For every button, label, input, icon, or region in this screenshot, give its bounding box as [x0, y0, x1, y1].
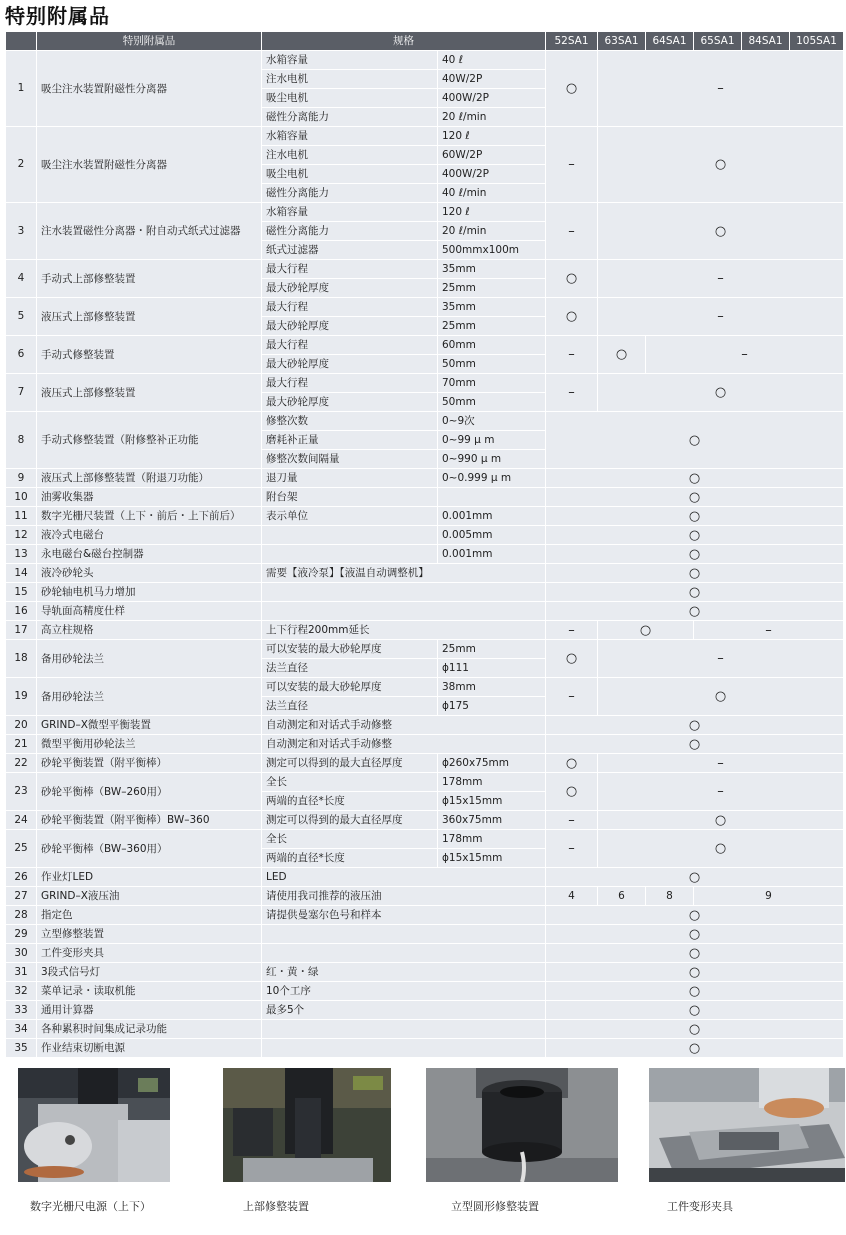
- available-mark: ○: [546, 51, 598, 127]
- item-name: 液压式上部修整装置: [37, 298, 262, 336]
- spec-label: 磁性分离能力: [262, 184, 438, 203]
- available-mark: ○: [546, 545, 844, 564]
- row-number: 8: [6, 412, 37, 469]
- row-number: 4: [6, 260, 37, 298]
- table-row: [6, 1020, 844, 1039]
- item-name: 高立柱规格: [37, 621, 262, 640]
- spec-value: ϕ175: [438, 697, 546, 716]
- spec-label: [262, 545, 438, 564]
- spec-text: 请使用我司推荐的液压油: [262, 887, 546, 906]
- not-available-mark: –: [598, 754, 844, 773]
- spec-text: LED: [262, 868, 546, 887]
- spec-text: [262, 1039, 546, 1058]
- header-model: 84SA1: [742, 32, 790, 51]
- row-number: 3: [6, 203, 37, 260]
- not-available-mark: –: [546, 830, 598, 868]
- available-mark: ○: [598, 336, 646, 374]
- spec-text: [262, 583, 546, 602]
- spec-text: 最多5个: [262, 1001, 546, 1020]
- available-mark: ○: [598, 203, 844, 260]
- header-no: [6, 32, 37, 51]
- table-row: [6, 773, 844, 792]
- row-number: 29: [6, 925, 37, 944]
- spec-text: [262, 1020, 546, 1039]
- header-model: 52SA1: [546, 32, 598, 51]
- spec-value: 0~9次: [438, 412, 546, 431]
- table-row: [6, 678, 844, 697]
- spec-value: ϕ15x15mm: [438, 849, 546, 868]
- not-available-mark: –: [598, 773, 844, 811]
- table-row: [6, 640, 844, 659]
- row-number: 32: [6, 982, 37, 1001]
- spec-value: 500mmx100m: [438, 241, 546, 260]
- spec-value: 0~0.999 μ m: [438, 469, 546, 488]
- table-row: [6, 868, 844, 887]
- table-row: [6, 1039, 844, 1058]
- table-row: [6, 374, 844, 393]
- item-name: 注水装置磁性分离器・附自动式纸式过滤器: [37, 203, 262, 260]
- spec-text: 自动测定和对话式手动修整: [262, 735, 546, 754]
- photo-caption: 上部修整装置: [243, 1200, 309, 1213]
- table-row: [6, 564, 844, 583]
- spec-text: [262, 602, 546, 621]
- spec-label: 可以安装的最大砂轮厚度: [262, 678, 438, 697]
- spec-label: 磁性分离能力: [262, 222, 438, 241]
- not-available-mark: –: [546, 621, 598, 640]
- table-row: [6, 602, 844, 621]
- spec-label: 两端的直径*长度: [262, 849, 438, 868]
- spec-value: 0~99 μ m: [438, 431, 546, 450]
- spec-value: 25mm: [438, 279, 546, 298]
- spec-label: 水箱容量: [262, 203, 438, 222]
- available-mark: ○: [546, 298, 598, 336]
- item-name: 砂轮平衡棒（BW–260用）: [37, 773, 262, 811]
- spec-value: 40W/2P: [438, 70, 546, 89]
- item-name: 手动式修整装置（附修整补正功能: [37, 412, 262, 469]
- spec-label: 全长: [262, 830, 438, 849]
- spec-value: 25mm: [438, 640, 546, 659]
- spec-value: 70mm: [438, 374, 546, 393]
- available-mark: ○: [546, 526, 844, 545]
- available-mark: ○: [546, 412, 844, 469]
- item-name: 备用砂轮法兰: [37, 678, 262, 716]
- row-number: 13: [6, 545, 37, 564]
- spec-value: 38mm: [438, 678, 546, 697]
- item-name: 永电磁台&磁台控制器: [37, 545, 262, 564]
- item-name: 油雾收集器: [37, 488, 262, 507]
- spec-value: [438, 488, 546, 507]
- spec-value: 60W/2P: [438, 146, 546, 165]
- table-row: [6, 811, 844, 830]
- spec-label: 最大行程: [262, 260, 438, 279]
- spec-value: ϕ260x75mm: [438, 754, 546, 773]
- table-row: [6, 51, 844, 70]
- item-name: 立型修整装置: [37, 925, 262, 944]
- spec-label: 磁性分离能力: [262, 108, 438, 127]
- spec-label: 两端的直径*长度: [262, 792, 438, 811]
- item-name: 3段式信号灯: [37, 963, 262, 982]
- item-name: 菜单记录・读取机能: [37, 982, 262, 1001]
- header-model: 64SA1: [646, 32, 694, 51]
- photo-caption: 工件变形夹具: [667, 1200, 733, 1213]
- available-mark: ○: [546, 868, 844, 887]
- not-available-mark: –: [598, 640, 844, 678]
- row-number: 24: [6, 811, 37, 830]
- table-row: [6, 203, 844, 222]
- spec-value: 0~990 μ m: [438, 450, 546, 469]
- table-row: [6, 944, 844, 963]
- available-mark: ○: [546, 754, 598, 773]
- spec-text: 红・黄・绿: [262, 963, 546, 982]
- row-number: 19: [6, 678, 37, 716]
- spec-label: 吸尘电机: [262, 89, 438, 108]
- spec-value: 400W/2P: [438, 89, 546, 108]
- table-row: [6, 982, 844, 1001]
- row-number: 1: [6, 51, 37, 127]
- row-number: 25: [6, 830, 37, 868]
- not-available-mark: –: [646, 336, 844, 374]
- available-mark: ○: [546, 260, 598, 298]
- row-number: 31: [6, 963, 37, 982]
- table-row: [6, 507, 844, 526]
- item-name: 液冷砂轮头: [37, 564, 262, 583]
- table-row: [6, 887, 844, 906]
- available-mark: ○: [546, 773, 598, 811]
- table-row: [6, 830, 844, 849]
- available-mark: ○: [546, 1001, 844, 1020]
- spec-label: 测定可以得到的最大直径厚度: [262, 811, 438, 830]
- row-number: 18: [6, 640, 37, 678]
- spec-text: 需要【液冷泵】【液温自动调整机】: [262, 564, 546, 583]
- table-body: [6, 51, 844, 1058]
- row-number: 12: [6, 526, 37, 545]
- table-header-row: [6, 32, 844, 51]
- spec-text: [262, 925, 546, 944]
- spec-label: 最大砂轮厚度: [262, 279, 438, 298]
- spec-value: 50mm: [438, 393, 546, 412]
- row-number: 30: [6, 944, 37, 963]
- available-mark: ○: [598, 830, 844, 868]
- spec-value: 360x75mm: [438, 811, 546, 830]
- item-name: 手动式修整装置: [37, 336, 262, 374]
- spec-value: 178mm: [438, 773, 546, 792]
- row-number: 15: [6, 583, 37, 602]
- available-mark: ○: [546, 640, 598, 678]
- item-name: 砂轮平衡棒（BW–360用）: [37, 830, 262, 868]
- spec-label: 最大行程: [262, 336, 438, 355]
- spec-label: 最大行程: [262, 298, 438, 317]
- available-mark: ○: [546, 564, 844, 583]
- available-mark: ○: [598, 127, 844, 203]
- item-name: 手动式上部修整装置: [37, 260, 262, 298]
- available-mark: ○: [546, 906, 844, 925]
- spec-value: 20 ℓ/min: [438, 108, 546, 127]
- spec-label: 法兰直径: [262, 697, 438, 716]
- row-number: 23: [6, 773, 37, 811]
- table-row: [6, 469, 844, 488]
- spec-text: [262, 944, 546, 963]
- row-number: 28: [6, 906, 37, 925]
- item-name: 液压式上部修整装置（附退刀功能）: [37, 469, 262, 488]
- spec-value: 50mm: [438, 355, 546, 374]
- spec-label: [262, 526, 438, 545]
- table-row: [6, 583, 844, 602]
- photo-caption: 立型圆形修整装置: [451, 1200, 539, 1213]
- table-row: [6, 127, 844, 146]
- row-number: 17: [6, 621, 37, 640]
- not-available-mark: –: [546, 811, 598, 830]
- header-spec: 规格: [262, 32, 546, 51]
- spec-label: 最大砂轮厚度: [262, 317, 438, 336]
- not-available-mark: –: [598, 298, 844, 336]
- spec-label: 全长: [262, 773, 438, 792]
- spec-value: 20 ℓ/min: [438, 222, 546, 241]
- model-value: 9: [694, 887, 844, 906]
- table-row: [6, 963, 844, 982]
- row-number: 2: [6, 127, 37, 203]
- spec-value: ϕ15x15mm: [438, 792, 546, 811]
- item-name: 吸尘注水装置附磁性分离器: [37, 51, 262, 127]
- photo-vertical-dresser: [426, 1068, 618, 1182]
- item-name: 砂轮平衡装置（附平衡棒）: [37, 754, 262, 773]
- row-number: 16: [6, 602, 37, 621]
- spec-value: 35mm: [438, 298, 546, 317]
- spec-value: 0.001mm: [438, 545, 546, 564]
- table-row: [6, 925, 844, 944]
- spec-label: 最大行程: [262, 374, 438, 393]
- available-mark: ○: [598, 621, 694, 640]
- available-mark: ○: [598, 678, 844, 716]
- spec-value: 400W/2P: [438, 165, 546, 184]
- spec-label: 纸式过滤器: [262, 241, 438, 260]
- header-model: 65SA1: [694, 32, 742, 51]
- photo-digital-scale: [18, 1068, 170, 1182]
- not-available-mark: –: [546, 127, 598, 203]
- photo-top-dresser: [223, 1068, 391, 1182]
- row-number: 26: [6, 868, 37, 887]
- item-name: 工件变形夹具: [37, 944, 262, 963]
- item-name: 吸尘注水装置附磁性分离器: [37, 127, 262, 203]
- table-row: [6, 735, 844, 754]
- available-mark: ○: [546, 735, 844, 754]
- spec-label: 磨耗补正量: [262, 431, 438, 450]
- table-row: [6, 526, 844, 545]
- spec-text: 请提供曼塞尔色号和样本: [262, 906, 546, 925]
- table-row: [6, 621, 844, 640]
- not-available-mark: –: [546, 336, 598, 374]
- available-mark: ○: [598, 811, 844, 830]
- item-name: 微型平衡用砂轮法兰: [37, 735, 262, 754]
- available-mark: ○: [546, 1039, 844, 1058]
- item-name: 各种累积时间集成记录功能: [37, 1020, 262, 1039]
- model-value: 4: [546, 887, 598, 906]
- item-name: 砂轮轴电机马力增加: [37, 583, 262, 602]
- spec-value: 120 ℓ: [438, 127, 546, 146]
- accessory-spec-table: [5, 31, 844, 1058]
- row-number: 11: [6, 507, 37, 526]
- spec-text: 自动测定和对话式手动修整: [262, 716, 546, 735]
- header-item: 特别附属品: [37, 32, 262, 51]
- available-mark: ○: [546, 469, 844, 488]
- spec-value: 0.001mm: [438, 507, 546, 526]
- spec-label: 法兰直径: [262, 659, 438, 678]
- table-row: [6, 754, 844, 773]
- table-row: [6, 906, 844, 925]
- available-mark: ○: [546, 963, 844, 982]
- available-mark: ○: [546, 488, 844, 507]
- header-model: 63SA1: [598, 32, 646, 51]
- photo-caption: 数字光栅尺电源（上下）: [30, 1200, 151, 1213]
- header-model: 105SA1: [790, 32, 844, 51]
- spec-label: 最大砂轮厚度: [262, 393, 438, 412]
- item-name: GRIND–X微型平衡装置: [37, 716, 262, 735]
- item-name: 数字光栅尺装置（上下・前后・上下前后）: [37, 507, 262, 526]
- item-name: 通用计算器: [37, 1001, 262, 1020]
- table-row: [6, 545, 844, 564]
- not-available-mark: –: [598, 260, 844, 298]
- spec-label: 水箱容量: [262, 51, 438, 70]
- spec-value: 40 ℓ/min: [438, 184, 546, 203]
- not-available-mark: –: [546, 203, 598, 260]
- spec-label: 注水电机: [262, 146, 438, 165]
- spec-label: 水箱容量: [262, 127, 438, 146]
- table-row: [6, 716, 844, 735]
- spec-value: 178mm: [438, 830, 546, 849]
- spec-label: 修整次数: [262, 412, 438, 431]
- available-mark: ○: [546, 944, 844, 963]
- spec-label: 注水电机: [262, 70, 438, 89]
- spec-label: 吸尘电机: [262, 165, 438, 184]
- available-mark: ○: [546, 716, 844, 735]
- row-number: 14: [6, 564, 37, 583]
- spec-label: 修整次数间隔量: [262, 450, 438, 469]
- spec-label: 表示单位: [262, 507, 438, 526]
- page-title: 特别附属品: [5, 4, 110, 28]
- spec-text: 10个工序: [262, 982, 546, 1001]
- spec-label: 退刀量: [262, 469, 438, 488]
- row-number: 34: [6, 1020, 37, 1039]
- table-row: [6, 488, 844, 507]
- spec-value: 0.005mm: [438, 526, 546, 545]
- row-number: 33: [6, 1001, 37, 1020]
- row-number: 27: [6, 887, 37, 906]
- table-row: [6, 1001, 844, 1020]
- table-row: [6, 260, 844, 279]
- spec-value: 40 ℓ: [438, 51, 546, 70]
- spec-value: 35mm: [438, 260, 546, 279]
- item-name: 作业结束切断电源: [37, 1039, 262, 1058]
- spec-value: 60mm: [438, 336, 546, 355]
- row-number: 35: [6, 1039, 37, 1058]
- item-name: GRIND–X液压油: [37, 887, 262, 906]
- available-mark: ○: [546, 602, 844, 621]
- available-mark: ○: [546, 982, 844, 1001]
- spec-label: 可以安装的最大砂轮厚度: [262, 640, 438, 659]
- table-row: [6, 336, 844, 355]
- spec-label: 最大砂轮厚度: [262, 355, 438, 374]
- not-available-mark: –: [546, 678, 598, 716]
- item-name: 液压式上部修整装置: [37, 374, 262, 412]
- spec-value: 120 ℓ: [438, 203, 546, 222]
- model-value: 8: [646, 887, 694, 906]
- model-value: 6: [598, 887, 646, 906]
- item-name: 备用砂轮法兰: [37, 640, 262, 678]
- available-mark: ○: [546, 1020, 844, 1039]
- row-number: 21: [6, 735, 37, 754]
- item-name: 导轨面高精度仕样: [37, 602, 262, 621]
- not-available-mark: –: [546, 374, 598, 412]
- available-mark: ○: [598, 374, 844, 412]
- not-available-mark: –: [694, 621, 844, 640]
- available-mark: ○: [546, 583, 844, 602]
- table-row: [6, 298, 844, 317]
- row-number: 20: [6, 716, 37, 735]
- row-number: 10: [6, 488, 37, 507]
- item-name: 砂轮平衡装置（附平衡棒）BW–360: [37, 811, 262, 830]
- not-available-mark: –: [598, 51, 844, 127]
- row-number: 9: [6, 469, 37, 488]
- item-name: 作业灯LED: [37, 868, 262, 887]
- spec-label: 测定可以得到的最大直径厚度: [262, 754, 438, 773]
- item-name: 液冷式电磁台: [37, 526, 262, 545]
- spec-label: 附台架: [262, 488, 438, 507]
- row-number: 7: [6, 374, 37, 412]
- item-name: 指定色: [37, 906, 262, 925]
- table-row: [6, 412, 844, 431]
- spec-text: 上下行程200mm延长: [262, 621, 546, 640]
- row-number: 5: [6, 298, 37, 336]
- available-mark: ○: [546, 925, 844, 944]
- row-number: 22: [6, 754, 37, 773]
- spec-value: ϕ111: [438, 659, 546, 678]
- spec-value: 25mm: [438, 317, 546, 336]
- available-mark: ○: [546, 507, 844, 526]
- photo-workpiece-fixture: [649, 1068, 845, 1182]
- row-number: 6: [6, 336, 37, 374]
